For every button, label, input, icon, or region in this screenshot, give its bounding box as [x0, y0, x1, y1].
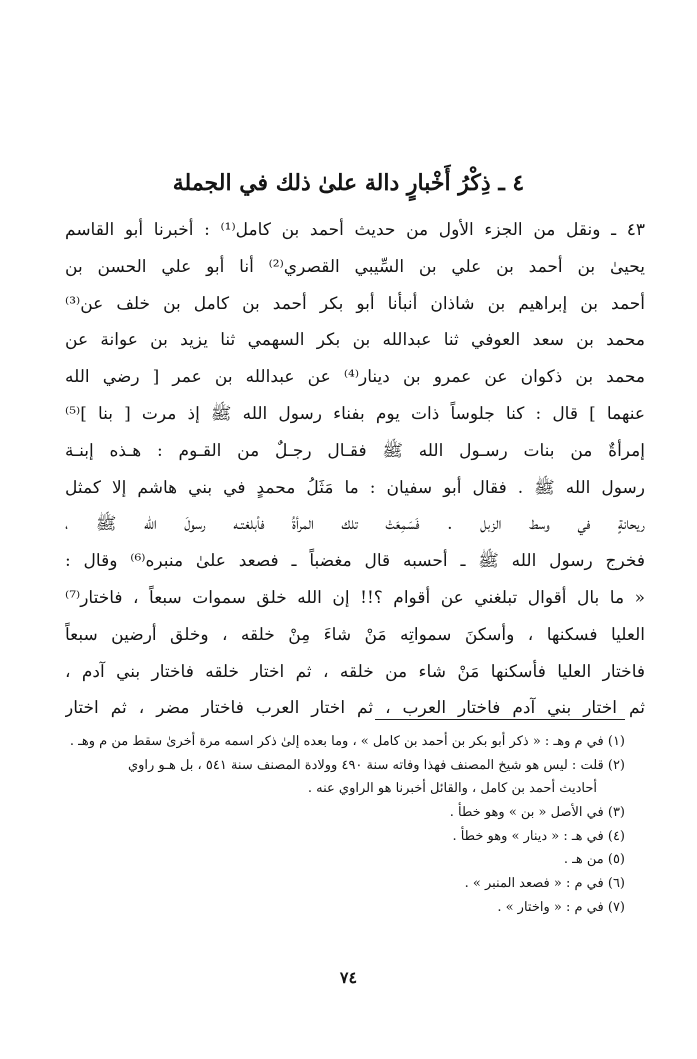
paragraph-line: يحيىٰ بن أحمد بن علي بن السِّيبي القصري⁽²⁾ أنا أبو علي الحسن بن [65, 256, 645, 277]
paragraph-line: ثم اختار بني آدم فاختار العرب ، ثم اختار العرب فاختار مضر ، ثم اختار [65, 698, 645, 719]
hadith-paragraph [65, 212, 645, 727]
paragraph-line: إمرأةٌ من بنات رسـول الله ﷺ فقـال رجـلٌ من القـوم : هـذه إبنـة [65, 440, 645, 461]
paragraph-line: فاختار العليا فأسكنها مَنْ شاء من خلقه ، ثم اختار خلقه فاختار بني آدم ، [65, 661, 645, 682]
paragraph-line: ريحانةٍ في وسط الزبل . فَسَمِعَتْ تلك المرأةُ فأبلغتـه رسولَ الله ﷺ ، [65, 514, 645, 535]
paragraph-line: فخرج رسول الله ﷺ ـ أحسبه قال مغضباً ـ فصعد علىٰ منبره⁽⁶⁾ وقال : [65, 551, 645, 572]
paragraph-line: ٤٣ ـ ونقل من الجزء الأول من حديث أحمد بن كامل⁽¹⁾ : أخبرنا أبو القاسم [65, 220, 645, 240]
paragraph-line: أحمد بن إبراهيم بن شاذان أنبأنا أبو بكر أحمد بن كامل بن خلف عن⁽³⁾ [65, 293, 645, 314]
footnote: (٥) من هـ . [563, 852, 625, 868]
paragraph-line: عنهما ] قال : كنا جلوساً ذات يوم بفناء رسول الله ﷺ إذ مرت [ بنا ]⁽⁵⁾ [65, 403, 645, 424]
footnote: (٢) قلت : ليس هو شيخ المصنف فهذا وفاته سنة ٤٩٠ وولادة المصنف سنة ٥٤١ ، بل هـو راوي [127, 757, 625, 773]
paragraph-line: محمد بن سعد العوفي ثنا عبدالله بن بكر السهمي ثنا يزيد بن عوانة عن [65, 330, 645, 351]
paragraph-line: محمد بن ذكوان عن عمرو بن دينار⁽⁴⁾ عن عبدالله بن عمر [ رضي الله [65, 367, 645, 388]
footnote: (٣) في الأصل « بن » وهو خطأ . [449, 805, 625, 821]
section-heading: ٤ ـ ذِكْرُ أَخْبارٍ دالة علىٰ ذلك في الجملة [172, 170, 525, 196]
paragraph-line: « ما بال أقوال تبلغني عن أقوام ؟!! إن الله خلق سموات سبعاً ، فاختار⁽⁷⁾ [65, 587, 645, 608]
paragraph-line: العليا فسكنها ، وأسكنَ سمواتِه مَنْ شاءَ مِنْ خلقه ، وخلق أرضين سبعاً [65, 624, 645, 645]
footnote-continuation: أحاديث أحمد بن كامل ، والقائل أخبرنا هو الراوي عنه . [307, 781, 597, 797]
footnotes [65, 730, 625, 920]
footnote-divider [375, 719, 625, 720]
paragraph-line: رسول الله ﷺ . فقال أبو سفيان : ما مَثَلُ محمدٍ في بني هاشم إلا كمثل [65, 477, 645, 498]
footnote: (٤) في هـ : « دينار » وهو خطأ . [452, 828, 625, 844]
page-number: ٧٤ [339, 968, 358, 987]
footnote: (١) في م وهـ : « ذكر أبو بكر بن أحمد بن كامل » ، وما بعده إلىٰ ذكر اسمه مرة أخرىٰ سقط من م وهـ . [69, 734, 625, 749]
footnote: (٦) في م : « فصعد المنبر » . [464, 876, 625, 892]
footnote: (٧) في م : « واختار » . [497, 899, 625, 915]
